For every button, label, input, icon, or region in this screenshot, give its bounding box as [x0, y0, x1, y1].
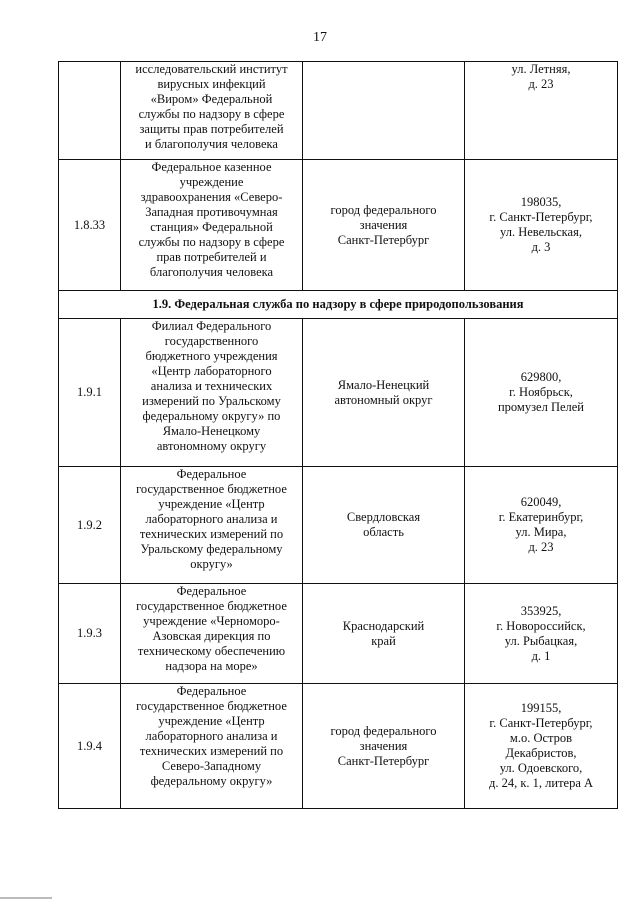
organization-name: Федеральное государственное бюджетное учреждение «Черноморо- Азовская дирекция по техническому обеспечению надзора на море»	[121, 584, 303, 684]
organization-name: Федеральное государственное бюджетное учреждение «Центр лабораторного анализа и технических измерений по Северо-Западному федеральному округу»	[121, 684, 303, 809]
region: Ямало-Ненецкий автономный округ	[303, 319, 465, 467]
address: 198035, г. Санкт-Петербург, ул. Невельская, д. 3	[465, 160, 618, 291]
region: Свердловская область	[303, 467, 465, 584]
organization-name: исследовательский институт вирусных инфекций «Вирoм» Федеральной службы по надзору в сфере защиты прав потребителей и благополучия человека	[121, 62, 303, 160]
row-number	[59, 62, 121, 160]
row-number: 1.8.33	[59, 160, 121, 291]
table-row	[59, 584, 618, 684]
section-row	[59, 291, 618, 319]
table-row	[59, 319, 618, 467]
organization-name: Федеральное государственное бюджетное учреждение «Центр лабораторного анализа и технических измерений по Уральскому федеральному округу»	[121, 467, 303, 584]
region	[303, 62, 465, 160]
table-row	[59, 160, 618, 291]
organization-name: Федеральное казенное учреждение здравоохранения «Северо- Западная противочумная станция» Федеральной службы по надзору в сфере прав потребителей и благополучия человека	[121, 160, 303, 291]
table-row	[59, 467, 618, 584]
page-number: 17	[313, 30, 327, 45]
scan-artifact	[0, 897, 52, 899]
row-number: 1.9.3	[59, 584, 121, 684]
row-number: 1.9.4	[59, 684, 121, 809]
row-number: 1.9.2	[59, 467, 121, 584]
row-number: 1.9.1	[59, 319, 121, 467]
address: ул. Летняя, д. 23	[465, 62, 618, 160]
region: Краснодарский край	[303, 584, 465, 684]
address: 629800, г. Ноябрьск, промузел Пелей	[465, 319, 618, 467]
address: 620049, г. Екатеринбург, ул. Мира, д. 23	[465, 467, 618, 584]
section-title: 1.9. Федеральная служба по надзору в сфере природопользования	[59, 291, 618, 319]
address: 199155, г. Санкт-Петербург, м.о. Остров Декабристов, ул. Одоевского, д. 24, к. 1, литера А	[465, 684, 618, 809]
region: город федерального значения Санкт-Петербург	[303, 684, 465, 809]
organization-name: Филиал Федерального государственного бюджетного учреждения «Центр лабораторного анализа и технических измерений по Уральскому федеральному округу» по Ямало-Ненецкому автономному округу	[121, 319, 303, 467]
registry-table	[58, 61, 618, 809]
table-row	[59, 62, 618, 160]
region: город федерального значения Санкт-Петербург	[303, 160, 465, 291]
table-row	[59, 684, 618, 809]
address: 353925, г. Новороссийск, ул. Рыбацкая, д. 1	[465, 584, 618, 684]
